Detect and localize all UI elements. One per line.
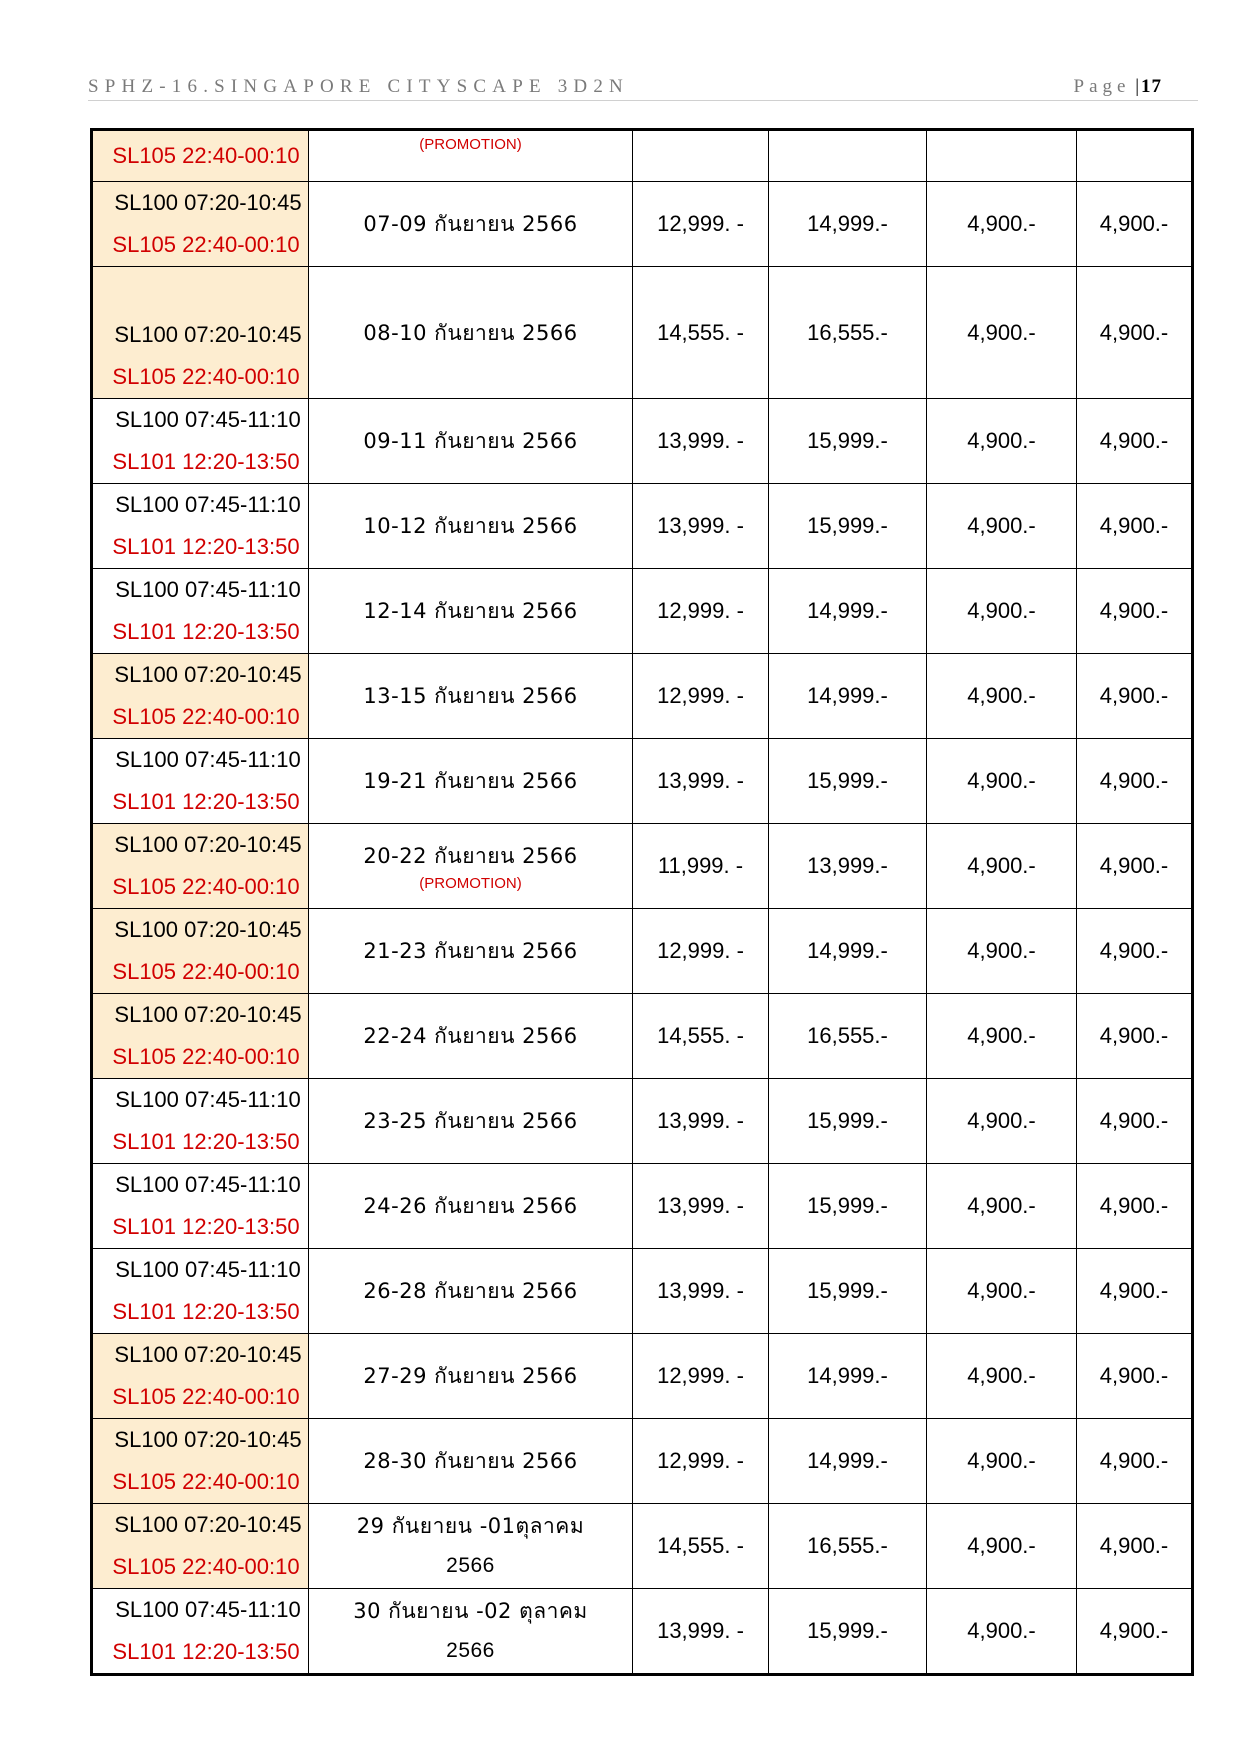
promotion-label: (PROMOTION) — [419, 875, 522, 892]
price-cell-3: 4,900.- — [927, 739, 1077, 824]
outbound-flight: SL100 07:45-11:10 — [115, 577, 301, 602]
price-cell-4: 4,900.- — [1077, 1334, 1193, 1419]
price-cell-3: 4,900.- — [927, 1079, 1077, 1164]
price-cell-2: 16,555.- — [769, 1504, 927, 1589]
outbound-flight: SL100 07:45-11:10 — [115, 1172, 301, 1197]
outbound-flight: SL100 07:20-10:45 — [114, 322, 302, 347]
return-flight: SL105 22:40-00:10 — [112, 704, 300, 729]
price-cell-2: 15,999.- — [769, 1249, 927, 1334]
price-cell-3: 4,900.- — [927, 399, 1077, 484]
return-flight: SL105 22:40-00:10 — [112, 143, 300, 168]
price-cell-3: 4,900.- — [927, 1504, 1077, 1589]
travel-date-cell — [309, 484, 633, 569]
price-table — [90, 128, 1194, 1676]
price-cell-3: 4,900.- — [927, 824, 1077, 909]
price-cell-1: 14,555. - — [633, 267, 769, 399]
price-cell-3: 4,900.- — [927, 1249, 1077, 1334]
table-row — [92, 824, 1193, 909]
return-flight: SL101 12:20-13:50 — [112, 449, 300, 474]
travel-date-year: 2566 — [446, 1554, 495, 1577]
outbound-flight: SL100 07:45-11:10 — [115, 407, 301, 432]
price-cell-2: 15,999.- — [769, 1589, 927, 1675]
outbound-flight: SL100 07:45-11:10 — [115, 492, 301, 517]
price-cell-2: 14,999.- — [769, 909, 927, 994]
price-cell-1 — [633, 130, 769, 182]
price-cell-2: 14,999.- — [769, 569, 927, 654]
outbound-flight: SL100 07:45-11:10 — [115, 1087, 301, 1112]
return-flight: SL105 22:40-00:10 — [112, 874, 300, 899]
return-flight: SL105 22:40-00:10 — [112, 1469, 300, 1494]
return-flight: SL105 22:40-00:10 — [112, 364, 300, 389]
outbound-flight: SL100 07:20-10:45 — [114, 1002, 302, 1027]
travel-date-cell — [309, 267, 633, 399]
price-cell-3: 4,900.- — [927, 654, 1077, 739]
flight-cell — [92, 909, 309, 994]
table-row — [92, 1079, 1193, 1164]
price-cell-4: 4,900.- — [1077, 399, 1193, 484]
table-row — [92, 267, 1193, 399]
travel-date-cell — [309, 130, 633, 182]
price-cell-4: 4,900.- — [1077, 1504, 1193, 1589]
flight-cell — [92, 182, 309, 267]
return-flight: SL105 22:40-00:10 — [112, 232, 300, 257]
table-row — [92, 654, 1193, 739]
travel-date: 22-24 กันยายน 2566 — [363, 1024, 578, 1048]
travel-date: 28-30 กันยายน 2566 — [363, 1449, 578, 1473]
page-label: Page — [1073, 76, 1131, 97]
table-row — [92, 1504, 1193, 1589]
table-row — [92, 569, 1193, 654]
travel-date-cell — [309, 182, 633, 267]
flight-cell — [92, 267, 309, 399]
flight-cell — [92, 654, 309, 739]
table-row — [92, 909, 1193, 994]
price-cell-4: 4,900.- — [1077, 1079, 1193, 1164]
price-cell-4 — [1077, 130, 1193, 182]
price-cell-2 — [769, 130, 927, 182]
price-cell-1: 12,999. - — [633, 654, 769, 739]
price-cell-1: 13,999. - — [633, 1079, 769, 1164]
price-cell-2: 14,999.- — [769, 654, 927, 739]
flight-cell — [92, 1419, 309, 1504]
flight-cell — [92, 484, 309, 569]
price-cell-4: 4,900.- — [1077, 1589, 1193, 1675]
travel-date: 21-23 กันยายน 2566 — [363, 939, 578, 963]
travel-date: 27-29 กันยายน 2566 — [363, 1364, 578, 1388]
price-cell-4: 4,900.- — [1077, 1419, 1193, 1504]
price-cell-4: 4,900.- — [1077, 824, 1193, 909]
outbound-flight: SL100 07:45-11:10 — [115, 1257, 301, 1282]
document-title: SPHZ-16.SINGAPORE CITYSCAPE 3D2N — [88, 76, 629, 97]
travel-date: 13-15 กันยายน 2566 — [363, 684, 578, 708]
travel-date-cell — [309, 994, 633, 1079]
price-cell-1: 12,999. - — [633, 1419, 769, 1504]
flight-cell — [92, 569, 309, 654]
price-cell-2: 15,999.- — [769, 1079, 927, 1164]
outbound-flight: SL100 07:20-10:45 — [114, 1342, 302, 1367]
price-cell-2: 15,999.- — [769, 1164, 927, 1249]
price-cell-2: 14,999.- — [769, 182, 927, 267]
price-cell-4: 4,900.- — [1077, 182, 1193, 267]
page-separator: | — [1135, 76, 1139, 97]
price-cell-1: 12,999. - — [633, 1334, 769, 1419]
price-cell-3 — [927, 130, 1077, 182]
travel-date-cell — [309, 1164, 633, 1249]
price-cell-1: 14,555. - — [633, 1504, 769, 1589]
page-number: 17 — [1141, 76, 1162, 97]
header-divider — [88, 100, 1198, 101]
price-cell-1: 13,999. - — [633, 1589, 769, 1675]
price-cell-4: 4,900.- — [1077, 569, 1193, 654]
price-cell-1: 12,999. - — [633, 182, 769, 267]
page-indicator — [1074, 76, 1163, 98]
travel-date-cell — [309, 654, 633, 739]
travel-date: 08-10 กันยายน 2566 — [363, 320, 578, 345]
price-cell-4: 4,900.- — [1077, 484, 1193, 569]
price-cell-3: 4,900.- — [927, 1419, 1077, 1504]
price-cell-1: 11,999. - — [633, 824, 769, 909]
table-row — [92, 1589, 1193, 1675]
travel-date-cell — [309, 399, 633, 484]
price-cell-1: 13,999. - — [633, 399, 769, 484]
price-cell-3: 4,900.- — [927, 484, 1077, 569]
travel-date: 23-25 กันยายน 2566 — [363, 1109, 578, 1133]
flight-cell — [92, 824, 309, 909]
price-cell-4: 4,900.- — [1077, 654, 1193, 739]
travel-date-cell — [309, 1419, 633, 1504]
table-row — [92, 1164, 1193, 1249]
outbound-flight: SL100 07:45-11:10 — [115, 1597, 301, 1622]
price-cell-4: 4,900.- — [1077, 267, 1193, 399]
return-flight: SL101 12:20-13:50 — [112, 789, 300, 814]
flight-cell — [92, 739, 309, 824]
travel-date-cell — [309, 1504, 633, 1589]
flight-cell — [92, 399, 309, 484]
flight-cell — [92, 1589, 309, 1675]
price-cell-1: 12,999. - — [633, 569, 769, 654]
price-cell-2: 15,999.- — [769, 399, 927, 484]
travel-date-cell — [309, 739, 633, 824]
outbound-flight: SL100 07:20-10:45 — [114, 1512, 302, 1537]
return-flight: SL101 12:20-13:50 — [112, 619, 300, 644]
travel-date: 24-26 กันยายน 2566 — [363, 1194, 578, 1218]
price-cell-1: 14,555. - — [633, 994, 769, 1079]
travel-date: 20-22 กันยายน 2566 — [363, 844, 578, 868]
price-cell-1: 13,999. - — [633, 484, 769, 569]
outbound-flight: SL100 07:20-10:45 — [114, 832, 302, 857]
travel-date: 07-09 กันยายน 2566 — [363, 212, 578, 236]
travel-date: 12-14 กันยายน 2566 — [363, 599, 578, 623]
price-cell-1: 13,999. - — [633, 1164, 769, 1249]
return-flight: SL101 12:20-13:50 — [112, 1129, 300, 1154]
table-row — [92, 994, 1193, 1079]
travel-date: 10-12 กันยายน 2566 — [363, 514, 578, 538]
travel-date: 09-11 กันยายน 2566 — [363, 429, 578, 453]
flight-cell — [92, 994, 309, 1079]
travel-date-cell — [309, 1334, 633, 1419]
price-cell-2: 14,999.- — [769, 1419, 927, 1504]
price-cell-1: 13,999. - — [633, 1249, 769, 1334]
travel-date-cell — [309, 569, 633, 654]
price-cell-2: 16,555.- — [769, 267, 927, 399]
page-header — [88, 76, 1198, 102]
price-cell-3: 4,900.- — [927, 182, 1077, 267]
outbound-flight: SL100 07:45-11:10 — [115, 747, 301, 772]
promotion-label: (PROMOTION) — [419, 136, 522, 153]
price-cell-2: 14,999.- — [769, 1334, 927, 1419]
table-row — [92, 182, 1193, 267]
price-cell-4: 4,900.- — [1077, 739, 1193, 824]
flight-cell — [92, 1249, 309, 1334]
price-cell-4: 4,900.- — [1077, 1164, 1193, 1249]
travel-date-year: 2566 — [446, 1639, 495, 1662]
flight-cell — [92, 130, 309, 182]
table-row — [92, 1334, 1193, 1419]
flight-cell — [92, 1164, 309, 1249]
return-flight: SL101 12:20-13:50 — [112, 1299, 300, 1324]
price-cell-4: 4,900.- — [1077, 1249, 1193, 1334]
return-flight: SL105 22:40-00:10 — [112, 1384, 300, 1409]
price-table-body — [92, 130, 1193, 1675]
travel-date-cell — [309, 1249, 633, 1334]
outbound-flight: SL100 07:20-10:45 — [114, 917, 302, 942]
price-cell-2: 15,999.- — [769, 739, 927, 824]
return-flight: SL101 12:20-13:50 — [112, 534, 300, 559]
flight-cell — [92, 1334, 309, 1419]
price-cell-3: 4,900.- — [927, 994, 1077, 1079]
flight-cell — [92, 1079, 309, 1164]
price-cell-3: 4,900.- — [927, 909, 1077, 994]
price-cell-2: 15,999.- — [769, 484, 927, 569]
price-cell-4: 4,900.- — [1077, 994, 1193, 1079]
return-flight: SL105 22:40-00:10 — [112, 959, 300, 984]
table-row — [92, 130, 1193, 182]
price-cell-1: 13,999. - — [633, 739, 769, 824]
price-cell-2: 16,555.- — [769, 994, 927, 1079]
travel-date-cell — [309, 909, 633, 994]
outbound-flight: SL100 07:20-10:45 — [114, 662, 302, 687]
table-row — [92, 739, 1193, 824]
travel-date-cell — [309, 1589, 633, 1675]
price-cell-3: 4,900.- — [927, 1589, 1077, 1675]
outbound-flight: SL100 07:20-10:45 — [114, 1427, 302, 1452]
price-cell-3: 4,900.- — [927, 1164, 1077, 1249]
price-cell-3: 4,900.- — [927, 569, 1077, 654]
travel-date-cell — [309, 1079, 633, 1164]
travel-date: 29 กันยายน -01ตุลาคม — [356, 1514, 585, 1538]
price-cell-4: 4,900.- — [1077, 909, 1193, 994]
price-cell-3: 4,900.- — [927, 1334, 1077, 1419]
return-flight: SL105 22:40-00:10 — [112, 1554, 300, 1579]
travel-date: 26-28 กันยายน 2566 — [363, 1279, 578, 1303]
table-row — [92, 399, 1193, 484]
travel-date: 19-21 กันยายน 2566 — [363, 769, 578, 793]
flight-cell — [92, 1504, 309, 1589]
price-cell-3: 4,900.- — [927, 267, 1077, 399]
outbound-flight: SL100 07:20-10:45 — [114, 190, 302, 215]
table-row — [92, 1419, 1193, 1504]
table-row — [92, 484, 1193, 569]
price-cell-1: 12,999. - — [633, 909, 769, 994]
travel-date-cell — [309, 824, 633, 909]
return-flight: SL101 12:20-13:50 — [112, 1639, 300, 1664]
return-flight: SL105 22:40-00:10 — [112, 1044, 300, 1069]
return-flight: SL101 12:20-13:50 — [112, 1214, 300, 1239]
travel-date: 30 กันยายน -02 ตุลาคม — [353, 1599, 588, 1623]
table-row — [92, 1249, 1193, 1334]
price-cell-2: 13,999.- — [769, 824, 927, 909]
